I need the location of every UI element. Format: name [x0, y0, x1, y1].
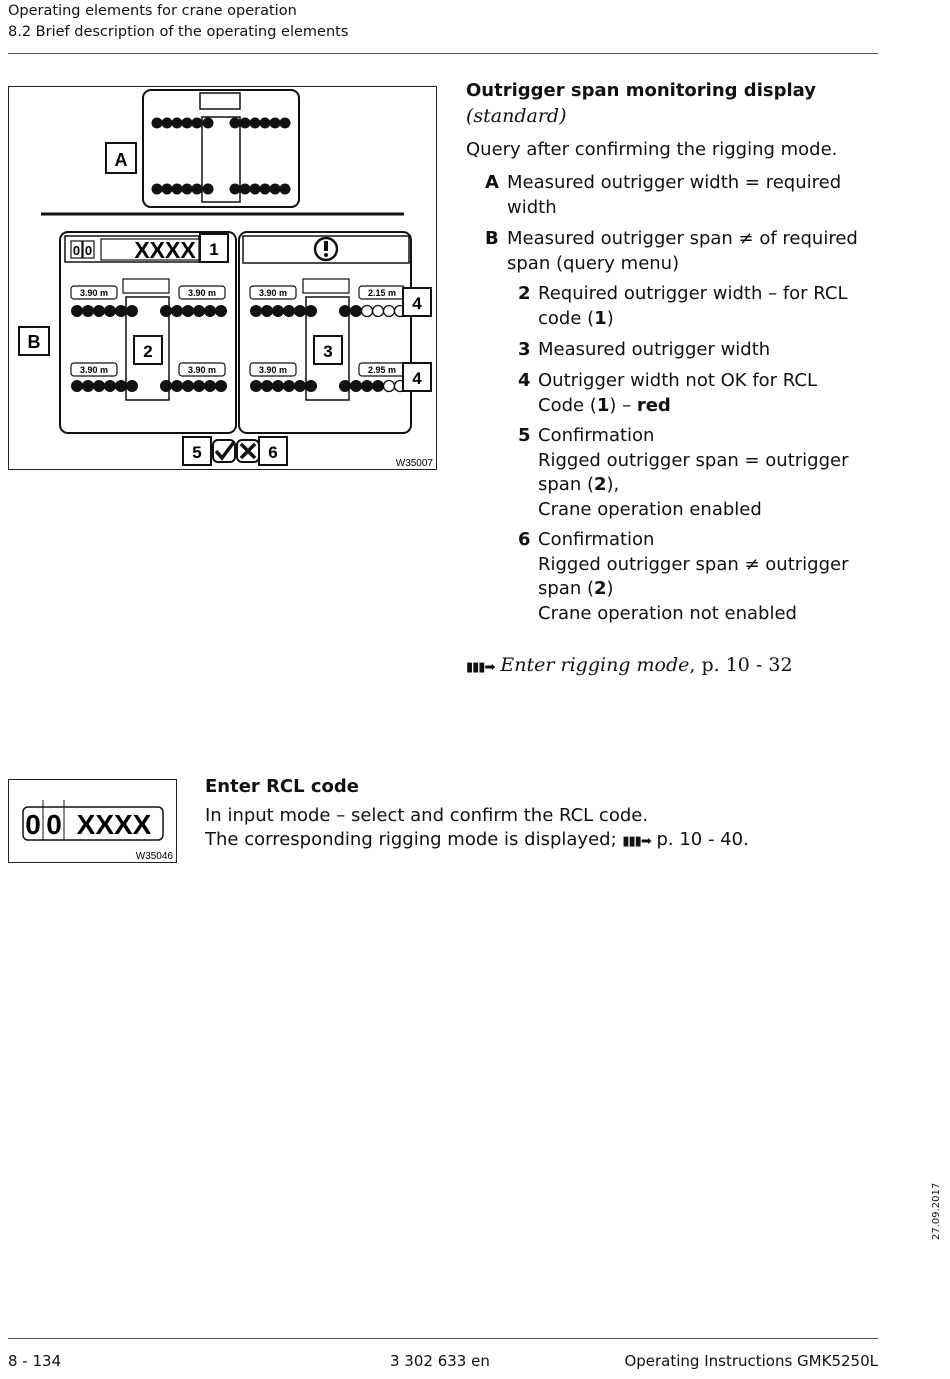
- page-number: 8 - 134: [8, 1352, 62, 1370]
- warning-icon: [315, 238, 337, 260]
- section-subtitle: (standard): [466, 105, 567, 127]
- right-bottom-right-value: 2.95 m: [367, 365, 397, 375]
- cross-icon: [237, 440, 259, 462]
- label-3: 3: [323, 342, 333, 361]
- rcl-code-diagram: [9, 780, 176, 862]
- header-section: 8.2 Brief description of the operating elements: [8, 24, 349, 40]
- figure-code: W35046: [135, 851, 173, 862]
- label-6: 6: [268, 443, 278, 462]
- left-bottom-left-value: 3.90 m: [79, 365, 109, 375]
- item-text: Required outrigger width – for RCL code (1): [538, 283, 848, 329]
- item-text: Confirmation Rigged outrigger span ≠ outrigger span (2) Crane operation not enabled: [538, 529, 849, 624]
- section-line-2: [205, 828, 749, 855]
- section-line-1: In input mode – select and confirm the RCL code.: [205, 805, 649, 826]
- rcl-digit-1: 0: [72, 243, 81, 258]
- right-bottom-left-value: 3.90 m: [258, 365, 288, 375]
- check-icon: [213, 440, 235, 462]
- rcl-digit-1: 0: [25, 809, 41, 840]
- print-date: 27.09.2017: [931, 1182, 942, 1240]
- label-5: 5: [192, 443, 202, 462]
- rcl-digit-2: 0: [46, 809, 62, 840]
- item-key: 5: [518, 425, 531, 446]
- item-text: Confirmation Rigged outrigger span = outrigger span (2), Crane operation enabled: [538, 425, 849, 520]
- figure-code: W35007: [395, 458, 433, 469]
- arrow-icon: ▮▮▮➡: [466, 660, 495, 675]
- item-key: B: [485, 228, 499, 249]
- xref-text: Enter rigging mode: [500, 654, 690, 676]
- left-top-left-value: 3.90 m: [79, 288, 109, 298]
- cross-reference[interactable]: [466, 654, 793, 676]
- item-key: A: [485, 172, 499, 193]
- rcl-digit-2: 0: [84, 243, 93, 258]
- section-title: Enter RCL code: [205, 776, 360, 797]
- item-key: 2: [518, 283, 531, 304]
- item-text: Measured outrigger width = required width: [507, 172, 842, 218]
- item-key: 6: [518, 529, 531, 550]
- outrigger-diagram: [9, 87, 436, 469]
- label-b: B: [27, 332, 41, 352]
- right-top-right-value: 2.15 m: [367, 288, 397, 298]
- left-top-right-value: 3.90 m: [187, 288, 217, 298]
- rcl-code-text: XXXX: [76, 809, 152, 840]
- figure-rcl-code: [8, 779, 177, 863]
- header-rule: [8, 53, 878, 54]
- label-4-bottom: 4: [412, 369, 422, 388]
- figure-outrigger-display: [8, 86, 437, 470]
- line-2-pre: The corresponding rigging mode is displayed;: [205, 829, 617, 850]
- xref-page[interactable]: p. 10 - 40.: [650, 829, 749, 850]
- rcl-code-text: XXXX: [134, 237, 196, 263]
- section-title: Outrigger span monitoring display: [466, 80, 816, 101]
- item-key: 4: [518, 370, 531, 391]
- item-text: Outrigger width not OK for RCL Code (1) – red: [538, 370, 817, 416]
- item-text: Measured outrigger span ≠ of required span (query menu): [507, 228, 858, 274]
- item-text: Measured outrigger width: [538, 339, 771, 360]
- document-title: Operating Instructions GMK5250L: [624, 1352, 878, 1370]
- section-intro: Query after confirming the rigging mode.: [466, 139, 838, 160]
- header-chapter: Operating elements for crane operation: [8, 3, 297, 19]
- document-number: 3 302 633 en: [390, 1352, 490, 1370]
- label-2: 2: [143, 342, 153, 361]
- label-4-top: 4: [412, 294, 422, 313]
- arrow-icon: ▮▮▮➡: [622, 834, 651, 849]
- footer-rule: [8, 1338, 878, 1339]
- xref-page: , p. 10 - 32: [689, 654, 793, 676]
- left-bottom-right-value: 3.90 m: [187, 365, 217, 375]
- label-a: A: [114, 150, 128, 170]
- label-1: 1: [209, 240, 219, 259]
- item-key: 3: [518, 339, 531, 360]
- right-top-left-value: 3.90 m: [258, 288, 288, 298]
